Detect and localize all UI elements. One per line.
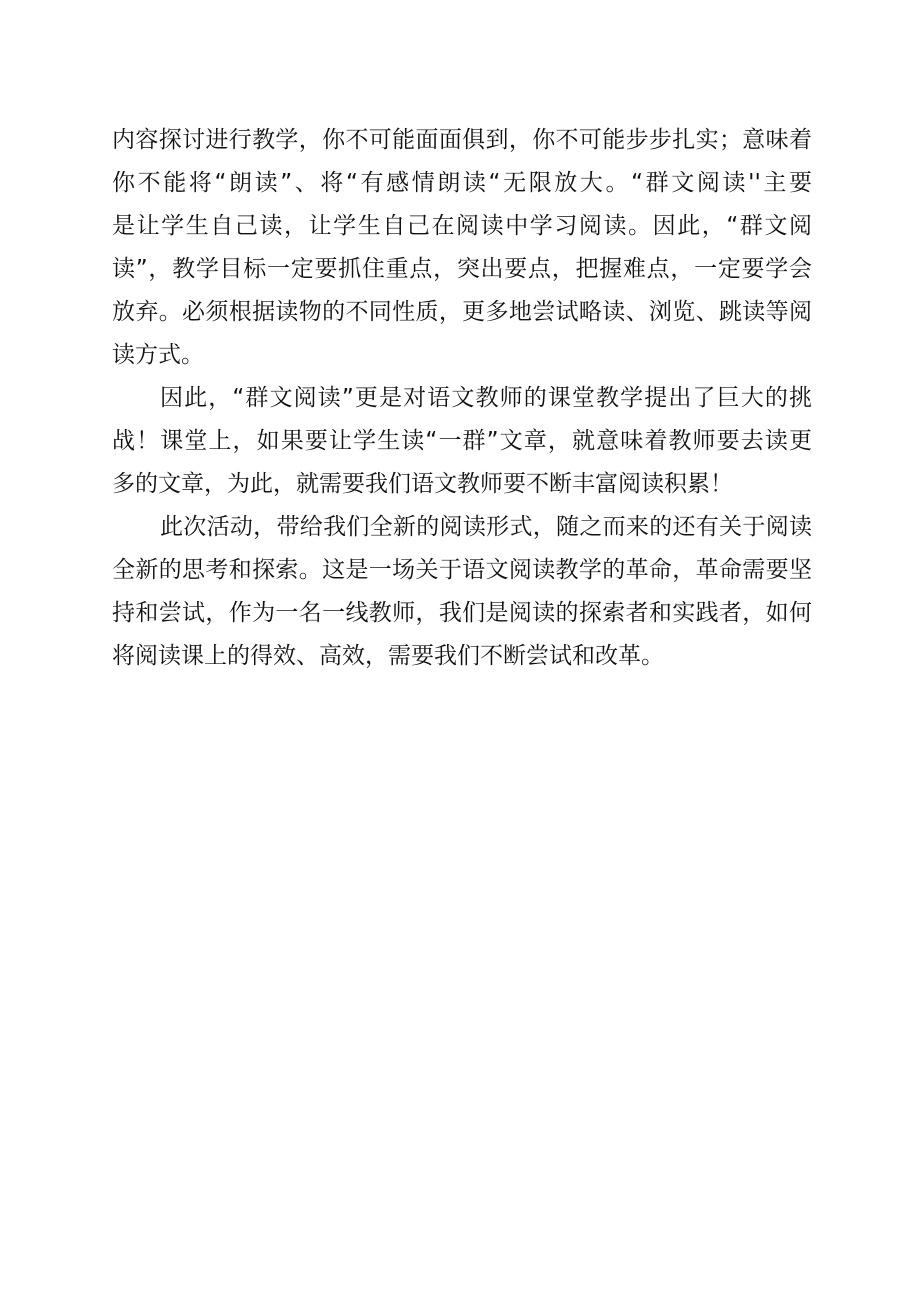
paragraph-2 bbox=[112, 377, 812, 506]
paragraph-1 bbox=[112, 119, 812, 377]
text-line: 读方式。 bbox=[112, 342, 204, 368]
body-text bbox=[112, 119, 812, 678]
text-line: 此次活动，带给我们全新的阅读形式，随之而来的还有关于阅读 bbox=[160, 514, 812, 540]
text-line: 因此，“群文阅读”更是对语文教师的课堂教学提出了巨大的挑 bbox=[160, 385, 812, 411]
text-line: 你不能将“朗读”、将“有感情朗读“无限放大。“群文阅读''主要 bbox=[112, 170, 812, 196]
text-line: 多的文章，为此，就需要我们语文教师要不断丰富阅读积累！ bbox=[112, 471, 733, 497]
text-line: 持和尝试，作为一名一线教师，我们是阅读的探索者和实践者，如何 bbox=[112, 600, 812, 626]
text-line: 将阅读课上的得效、高效，需要我们不断尝试和改革。 bbox=[112, 643, 664, 669]
text-line: 是让学生自己读，让学生自己在阅读中学习阅读。因此，“群文阅 bbox=[112, 213, 812, 239]
text-line: 内容探讨进行教学，你不可能面面俱到，你不可能步步扎实；意味着 bbox=[112, 127, 812, 153]
text-line: 读”，教学目标一定要抓住重点，突出要点，把握难点，一定要学会 bbox=[112, 256, 812, 282]
text-line: 战！课堂上，如果要让学生读“一群”文章，就意味着教师要去读更 bbox=[112, 428, 812, 454]
text-line: 放弃。必须根据读物的不同性质，更多地尝试略读、浏览、跳读等阅 bbox=[112, 299, 812, 325]
text-line: 全新的思考和探索。这是一场关于语文阅读教学的革命，革命需要坚 bbox=[112, 557, 812, 583]
paragraph-3 bbox=[112, 506, 812, 678]
